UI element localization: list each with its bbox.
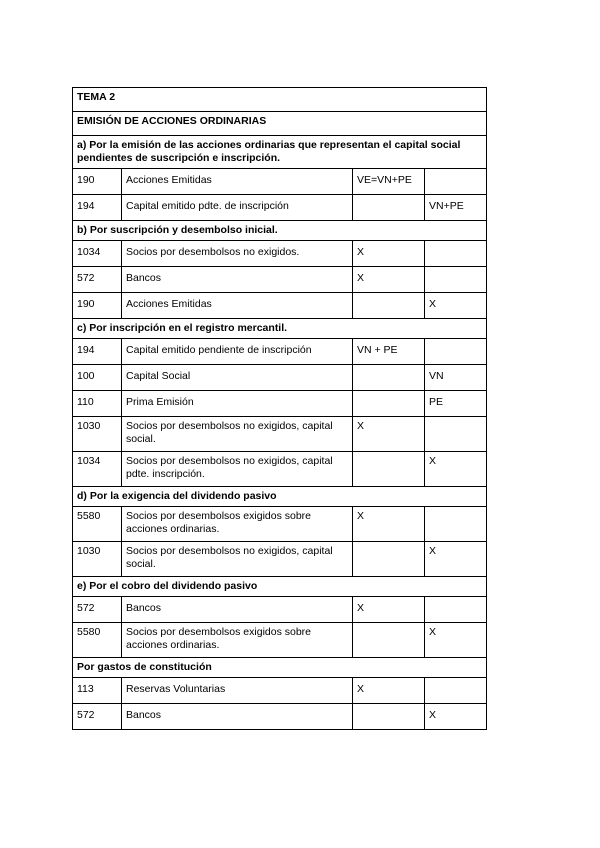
heading-row [73, 112, 487, 136]
cell-debit: X [353, 597, 425, 623]
cell-account: Socios por desembolsos exigidos sobre acciones ordinarias. [122, 623, 353, 658]
cell-account: Bancos [122, 267, 353, 293]
table-row [73, 365, 487, 391]
table-row [73, 195, 487, 221]
table-row [73, 267, 487, 293]
cell-credit: VN [425, 365, 487, 391]
cell-account: Capital Social [122, 365, 353, 391]
section-row [73, 319, 487, 339]
cell-credit [425, 339, 487, 365]
cell-code: 572 [73, 704, 122, 730]
accounting-entries-table [72, 87, 487, 730]
table-row [73, 704, 487, 730]
cell-credit [425, 597, 487, 623]
table-row [73, 507, 487, 542]
cell-code: 1030 [73, 417, 122, 452]
table-row [73, 241, 487, 267]
section-row [73, 487, 487, 507]
cell-credit [425, 169, 487, 195]
tema-title: TEMA 2 [73, 88, 487, 112]
cell-debit: X [353, 241, 425, 267]
table-row [73, 293, 487, 319]
cell-debit [353, 623, 425, 658]
cell-debit: VN + PE [353, 339, 425, 365]
cell-code: 1030 [73, 542, 122, 577]
section-row [73, 136, 487, 169]
cell-debit: X [353, 417, 425, 452]
section-title: c) Por inscripción en el registro mercantil. [73, 319, 487, 339]
cell-account: Capital emitido pdte. de inscripción [122, 195, 353, 221]
cell-credit [425, 678, 487, 704]
cell-code: 1034 [73, 241, 122, 267]
table-row [73, 597, 487, 623]
cell-code: 1034 [73, 452, 122, 487]
cell-account: Acciones Emitidas [122, 293, 353, 319]
cell-account: Socios por desembolsos no exigidos. [122, 241, 353, 267]
section-title: a) Por la emisión de las acciones ordinarias que representan el capital social pendientes de suscripción e inscripción. [73, 136, 487, 169]
cell-account: Socios por desembolsos no exigidos, capital social. [122, 542, 353, 577]
cell-debit [353, 365, 425, 391]
cell-debit [353, 391, 425, 417]
section-row [73, 577, 487, 597]
cell-debit [353, 704, 425, 730]
cell-account: Reservas Voluntarias [122, 678, 353, 704]
cell-account: Acciones Emitidas [122, 169, 353, 195]
cell-credit: X [425, 293, 487, 319]
table-row [73, 169, 487, 195]
cell-debit [353, 452, 425, 487]
table-row [73, 542, 487, 577]
cell-account: Socios por desembolsos no exigidos, capital pdte. inscripción. [122, 452, 353, 487]
cell-account: Socios por desembolsos no exigidos, capital social. [122, 417, 353, 452]
cell-code: 194 [73, 195, 122, 221]
table-row [73, 623, 487, 658]
cell-code: 190 [73, 293, 122, 319]
cell-debit [353, 542, 425, 577]
cell-credit: X [425, 623, 487, 658]
section-row [73, 658, 487, 678]
cell-code: 5580 [73, 623, 122, 658]
cell-debit: X [353, 267, 425, 293]
tema-row [73, 88, 487, 112]
cell-debit [353, 293, 425, 319]
section-title: d) Por la exigencia del dividendo pasivo [73, 487, 487, 507]
cell-debit: VE=VN+PE [353, 169, 425, 195]
section-title: b) Por suscripción y desembolso inicial. [73, 221, 487, 241]
cell-code: 5580 [73, 507, 122, 542]
cell-credit: X [425, 704, 487, 730]
cell-debit: X [353, 507, 425, 542]
cell-credit: X [425, 452, 487, 487]
cell-code: 100 [73, 365, 122, 391]
cell-credit: PE [425, 391, 487, 417]
page-heading: EMISIÓN DE ACCIONES ORDINARIAS [73, 112, 487, 136]
cell-account: Bancos [122, 597, 353, 623]
table-row [73, 417, 487, 452]
table-row [73, 678, 487, 704]
cell-code: 190 [73, 169, 122, 195]
cell-account: Capital emitido pendiente de inscripción [122, 339, 353, 365]
cell-credit [425, 507, 487, 542]
cell-code: 572 [73, 597, 122, 623]
cell-account: Prima Emisión [122, 391, 353, 417]
table-row [73, 452, 487, 487]
cell-debit: X [353, 678, 425, 704]
cell-code: 572 [73, 267, 122, 293]
cell-code: 110 [73, 391, 122, 417]
cell-credit: X [425, 542, 487, 577]
table-row [73, 339, 487, 365]
cell-debit [353, 195, 425, 221]
section-row [73, 221, 487, 241]
cell-account: Bancos [122, 704, 353, 730]
cell-credit: VN+PE [425, 195, 487, 221]
cell-credit [425, 241, 487, 267]
cell-account: Socios por desembolsos exigidos sobre acciones ordinarias. [122, 507, 353, 542]
cell-code: 113 [73, 678, 122, 704]
table-row [73, 391, 487, 417]
cell-credit [425, 267, 487, 293]
cell-code: 194 [73, 339, 122, 365]
cell-credit [425, 417, 487, 452]
section-title: Por gastos de constitución [73, 658, 487, 678]
section-title: e) Por el cobro del dividendo pasivo [73, 577, 487, 597]
